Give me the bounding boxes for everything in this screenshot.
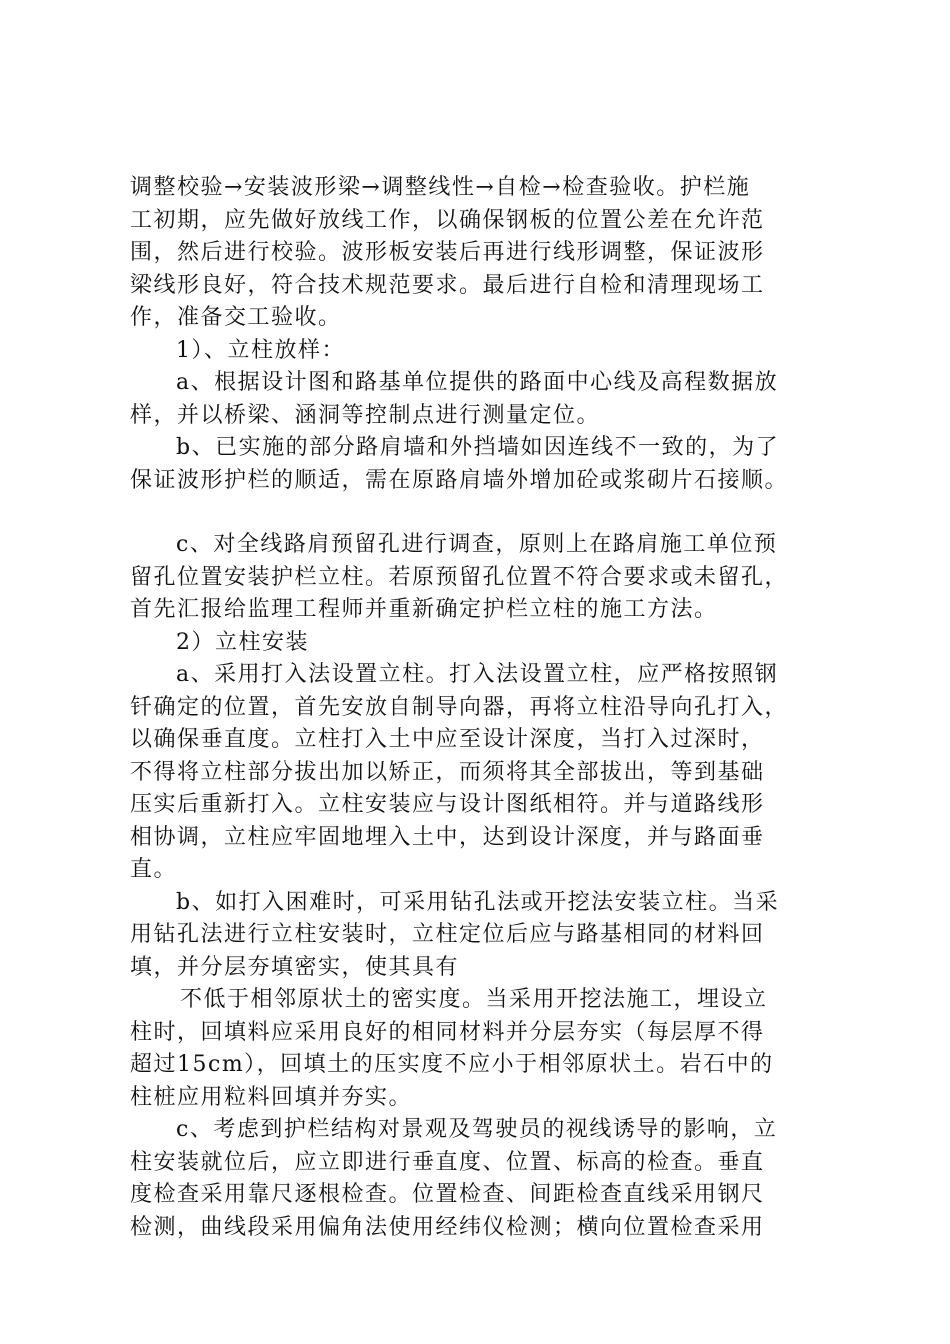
text-line: 首先汇报给监理工程师并重新确定护栏立柱的施工方法。 — [130, 597, 718, 622]
paragraph-start: c、考虑到护栏结构对景观及驾驶员的视线诱导的影响，立 — [176, 1117, 778, 1142]
text-line: 用钻孔法进行立柱安装时，立柱定位后应与路基相同的材料回 — [130, 922, 765, 947]
document-body — [130, 172, 850, 1244]
text-line: 柱桩应用粒料回填并夯实。 — [130, 1084, 413, 1110]
text-line: 压实后重新打入。立柱安装应与设计图纸相符。并与道路线形 — [130, 792, 765, 817]
text-line: 钎确定的位置，首先安放自制导向器，再将立柱沿导向孔打入， — [130, 694, 789, 720]
text-line: 调整校验→安装波形梁→调整线性→自检→检查验收。护栏施 — [130, 175, 751, 200]
text-line: 作，准备交工验收。 — [130, 305, 342, 330]
text-line: 度检查采用靠尺逐根检查。位置检查、间距检查直线采用钢尺 — [130, 1182, 765, 1207]
section-heading: 1）、立柱放样： — [176, 337, 345, 363]
text-line: 围，然后进行校验。波形板安装后再进行线形调整，保证波形 — [130, 240, 765, 265]
text-line: 样，并以桥梁、涵洞等控制点进行测量定位。 — [130, 402, 601, 428]
text-line: 检测，曲线段采用偏角法使用经纬仪检测；横向位置检查采用 — [130, 1214, 765, 1240]
text-line: 留孔位置安装护栏立柱。若原预留孔位置不符合要求或未留孔， — [130, 564, 789, 590]
paragraph-start: b、已实施的部分路肩墙和外挡墙如因连线不一致的，为了 — [176, 435, 780, 460]
text-line: 相协调，立柱应牢固地埋入土中，达到设计深度，并与路面垂 — [130, 824, 765, 850]
paragraph-start: c、对全线路肩预留孔进行调查，原则上在路肩施工单位预 — [176, 532, 778, 557]
paragraph-gap — [130, 497, 850, 529]
text-line: 保证波形护栏的顺适，需在原路肩墙外增加砼或浆砌片石接顺。 — [130, 467, 789, 493]
text-line: 梁线形良好，符合技术规范要求。最后进行自检和清理现场工 — [130, 272, 765, 298]
text-line: 直。 — [130, 857, 178, 882]
paragraph-start: a、采用打入法设置立柱。打入法设置立柱，应严格按照钢 — [176, 662, 779, 687]
text-line: 柱安装就位后，应立即进行垂直度、位置、标高的检查。垂直 — [130, 1149, 765, 1175]
text-line: 填，并分层夯填密实，使其具有 — [130, 954, 460, 980]
text-line: 不得将立柱部分拔出加以矫正，而须将其全部拔出，等到基础 — [130, 759, 765, 785]
text-line: 超过15cm），回填土的压实度不应小于相邻原状土。岩石中的 — [130, 1052, 774, 1077]
section-heading: 2）立柱安装 — [176, 629, 309, 655]
paragraph-start: 不低于相邻原状土的密实度。当采用开挖法施工，埋设立 — [180, 987, 768, 1012]
paragraph-start: a、根据设计图和路基单位提供的路面中心线及高程数据放 — [176, 370, 779, 395]
paragraph-start: b、如打入困难时，可采用钻孔法或开挖法安装立柱。当采 — [176, 889, 780, 915]
text-line: 以确保垂直度。立柱打入土中应至设计深度，当打入过深时， — [130, 727, 765, 752]
text-line: 工初期，应先做好放线工作，以确保钢板的位置公差在允许范 — [130, 207, 765, 233]
text-line: 柱时，回填料应采用良好的相同材料并分层夯实（每层厚不得 — [130, 1019, 765, 1045]
